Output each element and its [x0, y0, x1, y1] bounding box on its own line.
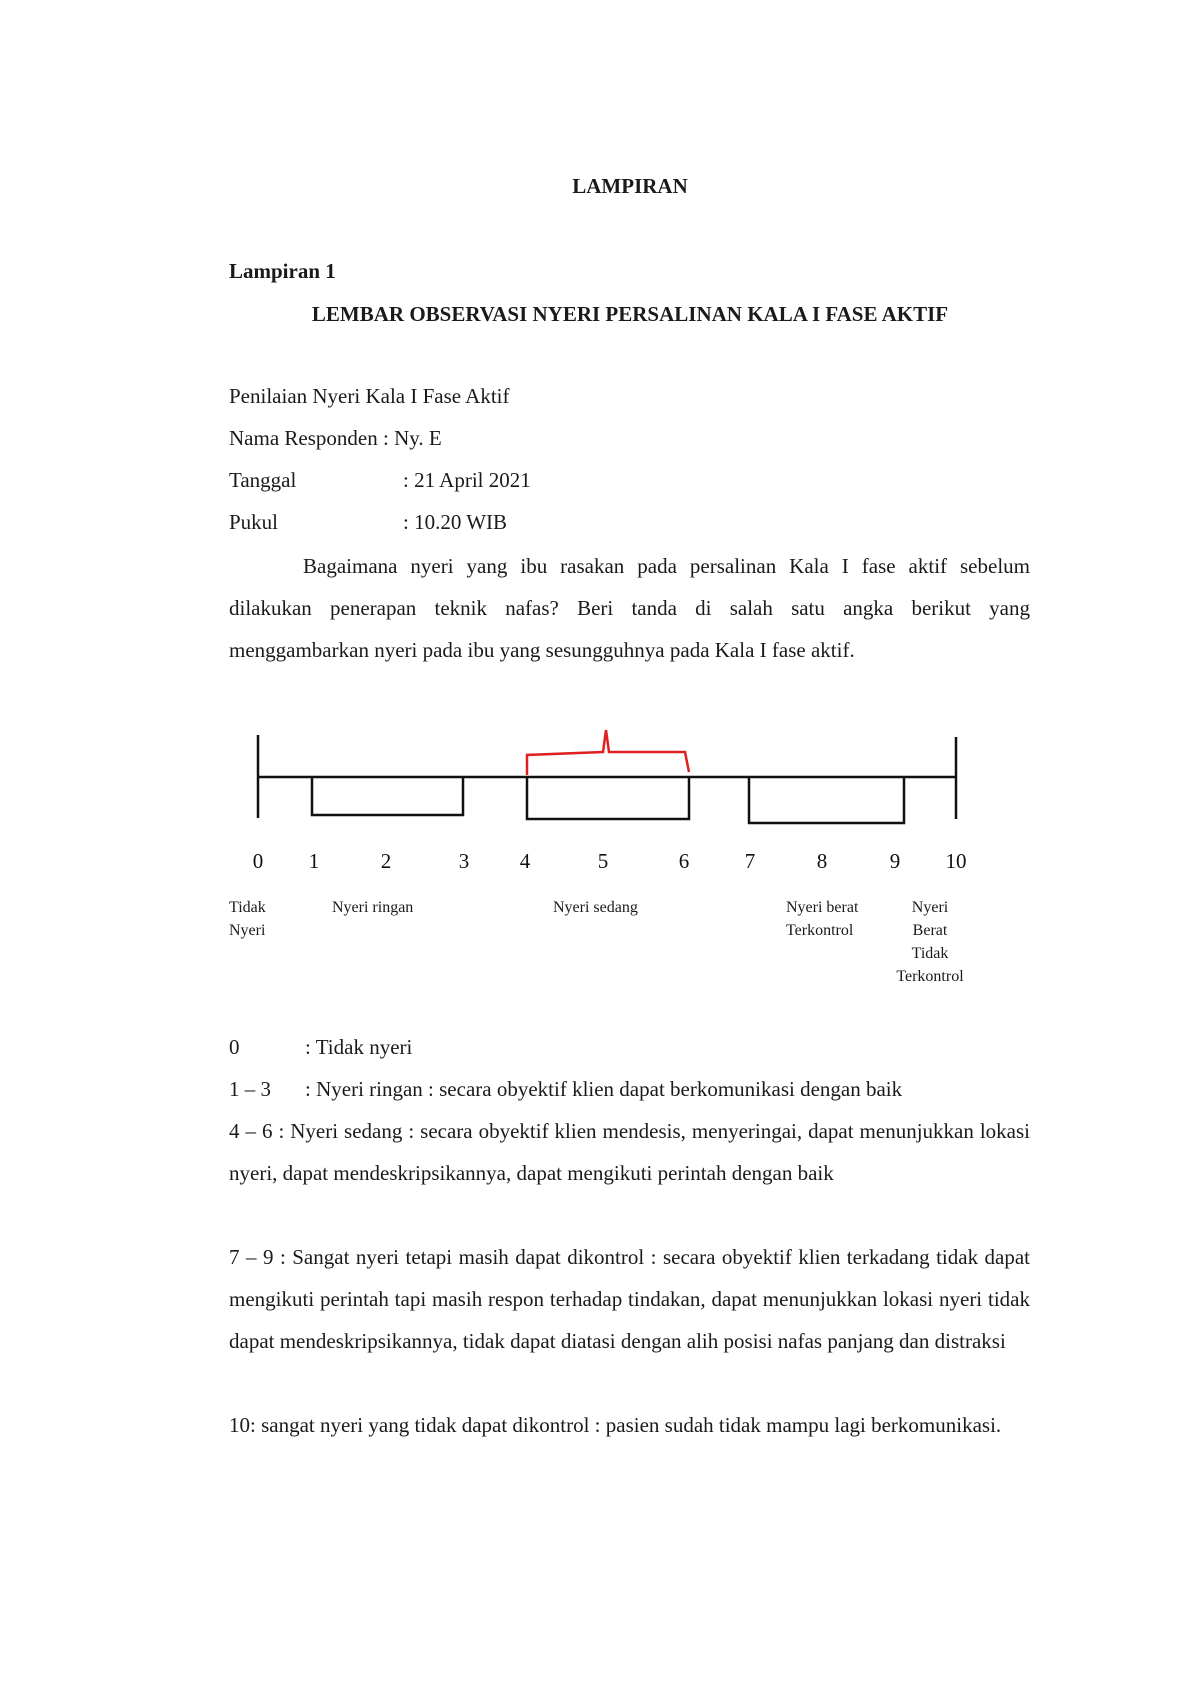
scale-number-0: 0 — [252, 849, 264, 873]
legend-text: : Tidak nyeri — [305, 1035, 413, 1059]
legend-item — [229, 1026, 1030, 1068]
scale-number-10: 10 — [945, 849, 967, 873]
scale-number-2: 2 — [380, 849, 392, 873]
legend-key: 4 – 6 — [229, 1119, 273, 1143]
appendix-label: Lampiran 1 — [229, 259, 336, 283]
field-label: Pukul — [229, 510, 279, 534]
category-line: Nyeri berat — [786, 899, 859, 916]
category-moderate — [553, 896, 638, 919]
legend-item — [229, 1236, 1030, 1362]
field-label: Tanggal — [229, 468, 297, 492]
section-heading: Penilaian Nyeri Kala I Fase Aktif — [229, 384, 510, 408]
scale-number-5: 5 — [597, 849, 609, 873]
legend-key: 10 — [229, 1413, 250, 1437]
legend-text: : Sangat nyeri tetapi masih dapat dikontrol : secara obyektif klien terkadang tidak dapat mengikuti perintah tapi masih respon terhadap tindakan, dapat menunjukkan lokasi nyeri tidak dapat mendeskripsikannya, tidak dapat diatasi dengan alih posisi nafas panjang dan distraksi — [229, 1245, 1031, 1353]
bracket-mild — [312, 777, 463, 815]
category-line: Nyeri — [911, 899, 949, 916]
category-line: Terkontrol — [786, 922, 854, 939]
category-line: Terkontrol — [896, 968, 964, 985]
question-text: Bagaimana nyeri yang ibu rasakan pada persalinan Kala I fase aktif sebelum dilakukan penerapan teknik nafas? Beri tanda di salah satu angka berikut yang menggambarkan nyeri pada ibu yang sesungguhnya pada Kala I fase aktif. — [229, 554, 1030, 662]
field-value: 10.20 WIB — [414, 510, 508, 534]
scale-number-1: 1 — [308, 849, 320, 873]
legend-item — [229, 1110, 1030, 1194]
legend-text: : Nyeri ringan : secara obyektif klien dapat berkomunikasi dengan baik — [305, 1077, 903, 1101]
category-mild — [332, 896, 413, 919]
field-value: 21 April 2021 — [414, 468, 531, 492]
category-line: Tidak — [229, 899, 266, 916]
category-line: Nyeri — [229, 922, 266, 939]
legend-key: 0 — [229, 1035, 240, 1059]
category-line: Nyeri ringan — [332, 899, 414, 916]
bracket-severe-controlled — [749, 777, 904, 823]
scale-number-9: 9 — [889, 849, 901, 873]
scale-number-6: 6 — [678, 849, 690, 873]
scale-number-3: 3 — [458, 849, 470, 873]
scale-number-8: 8 — [816, 849, 828, 873]
category-line: Nyeri sedang — [553, 899, 638, 916]
category-severe-controlled — [786, 896, 858, 942]
legend-key: 1 – 3 — [229, 1077, 271, 1101]
legend-item — [229, 1404, 1030, 1446]
form-subtitle: LEMBAR OBSERVASI NYERI PERSALINAN KALA I FASE AKTIF — [311, 302, 949, 326]
legend-item — [229, 1068, 1030, 1110]
category-line: Tidak — [911, 945, 949, 962]
page-title: LAMPIRAN — [572, 174, 688, 198]
scale-number-7: 7 — [744, 849, 756, 873]
legend-text: : Nyeri sedang : secara obyektif klien mendesis, menyeringai, dapat menunjukkan lokasi nyeri, dapat mendeskripsikannya, dapat mengikuti perintah dengan baik — [229, 1119, 1031, 1185]
legend-key: 7 – 9 — [229, 1245, 274, 1269]
scale-number-4: 4 — [519, 849, 531, 873]
field-label: Nama Responden — [229, 426, 378, 450]
category-line: Berat — [912, 922, 948, 939]
selected-range-mark — [527, 730, 689, 775]
category-severe-uncontrolled — [888, 896, 972, 988]
field-value: Ny. E — [394, 426, 442, 450]
field-separator: : — [377, 426, 395, 450]
field-separator: : — [403, 468, 415, 492]
scale-numbers — [253, 849, 967, 873]
legend-text: : sangat nyeri yang tidak dapat dikontrol : pasien sudah tidak mampu lagi berkomunikasi. — [250, 1413, 1002, 1437]
category-no-pain — [229, 896, 266, 942]
field-separator: : — [403, 510, 415, 534]
bracket-moderate — [527, 777, 689, 819]
